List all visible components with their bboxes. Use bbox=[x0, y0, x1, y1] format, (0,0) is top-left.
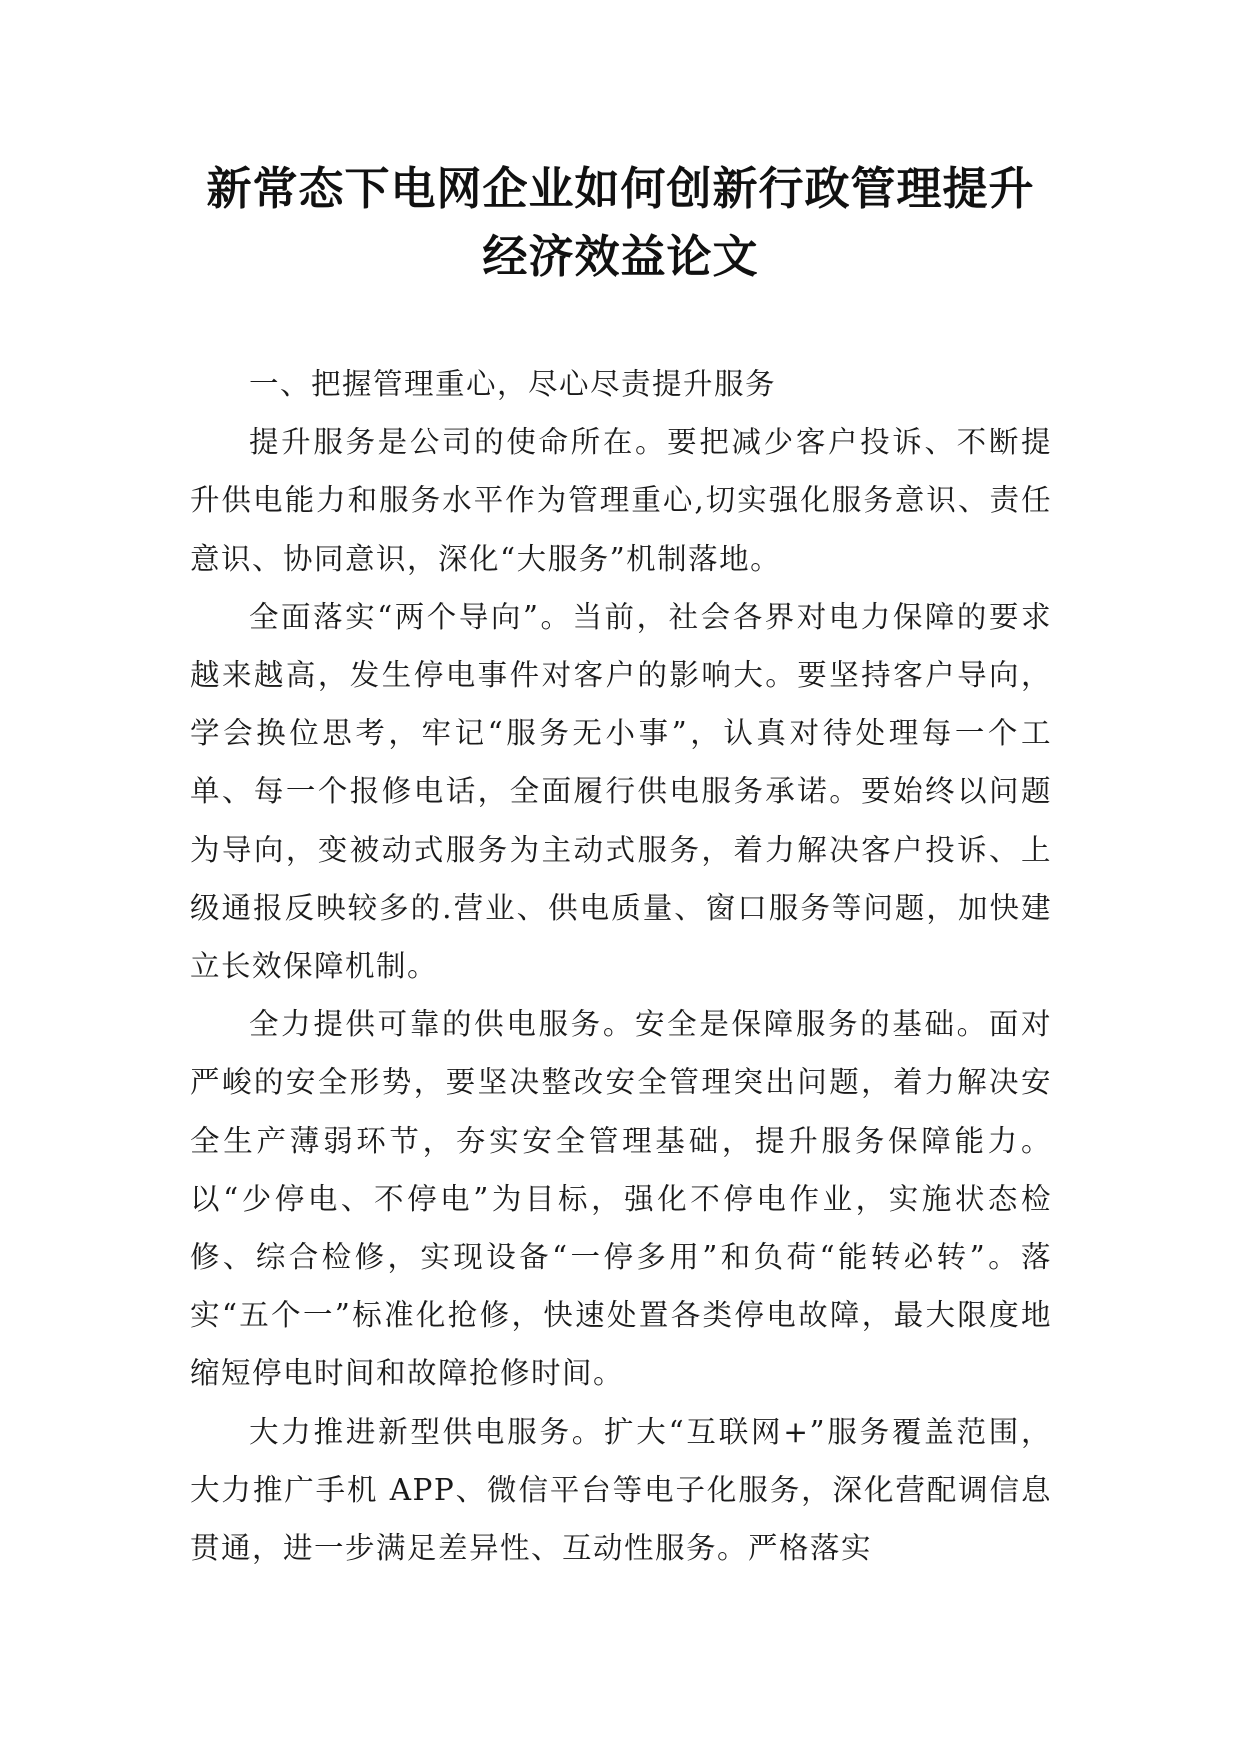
title-line-2: 经济效益论文 bbox=[482, 230, 759, 283]
paragraph-4: 大力推进新型供电服务。扩大“互联网+”服务覆盖范围，大力推广手机 APP、微信平台等电子化服务，深化营配调信息贯通，进一步满足差异性、互动性服务。严格落实 bbox=[190, 1414, 1052, 1566]
document-title bbox=[150, 155, 1091, 291]
paragraph-2: 全面落实“两个导向”。当前，社会各界对电力保障的要求越来越高，发生停电事件对客户的影响大。要坚持客户导向，学会换位思考，牢记“服务无小事”，认真对待处理每一个工单、每一个报修电话，全面履行供电服务承诺。要始终以问题为导向，变被动式服务为主动式服务，着力解决客户投诉、上级通报反映较多的.营业、供电质量、窗口服务等问题，加快建立长效保障机制。 bbox=[190, 599, 1052, 984]
section-heading: 一、把握管理重心，尽心尽责提升服务 bbox=[249, 367, 777, 401]
document-body bbox=[190, 355, 1052, 1577]
title-line-1: 新常态下电网企业如何创新行政管理提升 bbox=[206, 162, 1035, 215]
paragraph-3: 全力提供可靠的供电服务。安全是保障服务的基础。面对严峻的安全形势，要坚决整改安全管理突出问题，着力解决安全生产薄弱环节，夯实安全管理基础，提升服务保障能力。以“少停电、不停电”为目标，强化不停电作业，实施状态检修、综合检修，实现设备“一停多用”和负荷“能转必转”。落实“五个一”标准化抢修，快速处置各类停电故障，最大限度地缩短停电时间和故障抢修时间。 bbox=[190, 1007, 1052, 1391]
paragraph-1: 提升服务是公司的使命所在。要把减少客户投诉、不断提升供电能力和服务水平作为管理重心,切实强化服务意识、责任意识、协同意识，深化“大服务”机制落地。 bbox=[190, 425, 1052, 576]
